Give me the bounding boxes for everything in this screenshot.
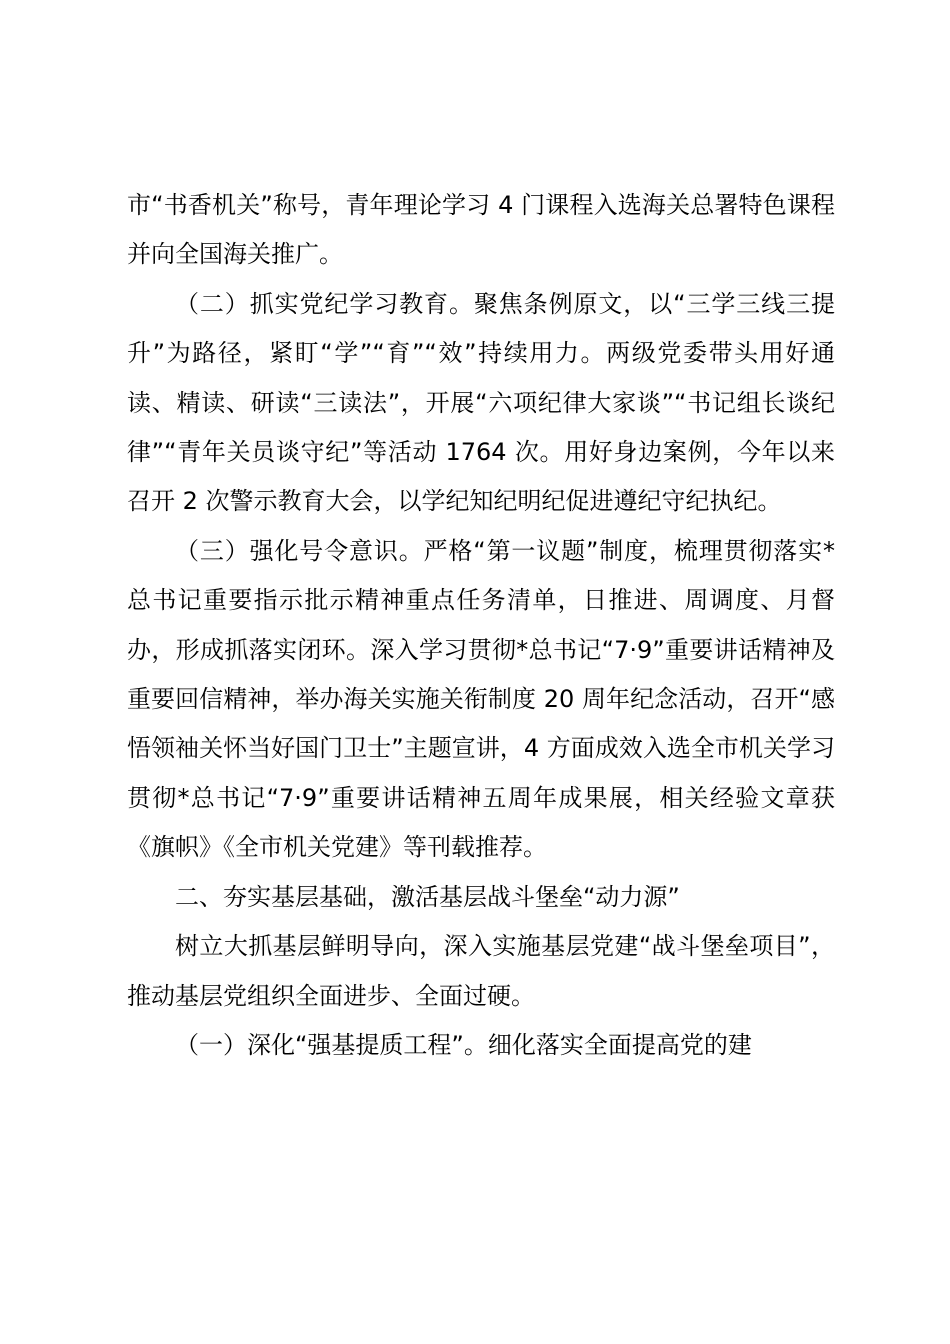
section-heading-grassroots: 二、夯实基层基础，激活基层战斗堡垒“动力源” [175,882,680,911]
paragraph-continuation: 市“书香机关”称号，青年理论学习 4 门课程入选海关总署特色课程并向全国海关推广。 [127,191,835,269]
paragraph-command-awareness: （三）强化号令意识。严格“第一议题”制度，梳理贯彻落实*总书记重要指示批示精神重点任务清单，日推进、周调度、月督办，形成抓落实闭环。深入学习贯彻*总书记“7·9”重要讲话精神及重要回信精神，举办海关实施关衔制度 20 周年纪念活动，召开“感悟领袖关怀当好国门卫士”主题宣讲，4 方面成效入选全市机关学习贯彻*总书记“7·9”重要讲话精神五周年成果展，相关经验文章获《旗帜》《全市机关党建》等刊载推荐。 [127,536,835,862]
document-body [127,181,835,1070]
paragraph-grassroots-intro: 树立大抓基层鲜明导向，深入实施基层党建“战斗堡垒项目”，推动基层党组织全面进步、全面过硬。 [127,932,835,1010]
paragraph-party-discipline-education: （二）抓实党纪学习教育。聚焦条例原文，以“三学三线三提升”为路径，紧盯“学”“育”“效”持续用力。两级党委带头用好通读、精读、研读“三读法”，开展“六项纪律大家谈”“书记组长谈纪律”“青年关员谈守纪”等活动 1764 次。用好身边案例，今年以来召开 2 次警示教育大会，以学纪知纪明纪促进遵纪守纪执纪。 [127,289,835,516]
paragraph-strengthen-foundation: （一）深化“强基提质工程”。细化落实全面提高党的建 [175,1030,752,1059]
